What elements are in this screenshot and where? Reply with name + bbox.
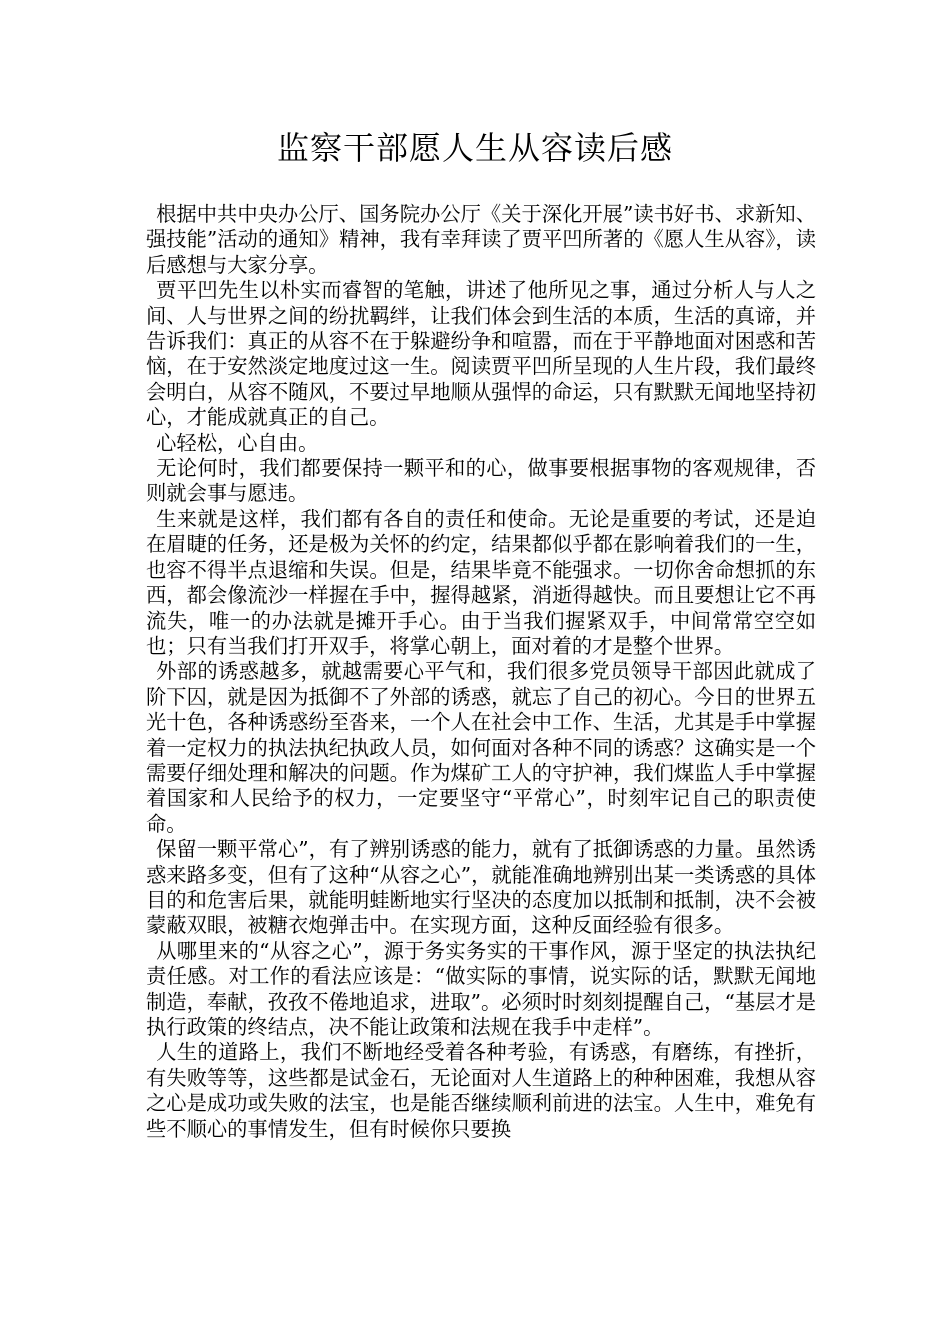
paragraph-4: 无论何时，我们都要保持一颗平和的心，做事要根据事物的客观规律，否则就会事与愿违。 [146, 456, 816, 506]
paragraph-9: 人生的道路上，我们不断地经受着各种考验，有诱惑，有磨练，有挫折，有失败等等，这些都是试金石，无论面对人生道路上的种种困难，我想从容之心是成功或失败的法宝，也是能否继续顺利前进的法宝。人生中，难免有些不顺心的事情发生，但有时候你只要换 [146, 1040, 816, 1141]
document-title: 监察干部愿人生从容读后感 [276, 129, 673, 167]
paragraph-6: 外部的诱惑越多，就越需要心平气和，我们很多党员领导干部因此就成了阶下囚，就是因为抵御不了外部的诱惑，就忘了自己的初心。今日的世界五光十色，各种诱惑纷至沓来，一个人在社会中工作、生活，尤其是手中掌握着一定权力的执法执纪执政人员，如何面对各种不同的诱惑？这确实是一个需要仔细处理和解决的问题。作为煤矿工人的守护神，我们煤监人手中掌握着国家和人民给予的权力，一定要坚守“平常心”，时刻牢记自己的职责使命。 [146, 659, 816, 836]
paragraph-1: 根据中共中央办公厅、国务院办公厅《关于深化开展”读书好书、求新知、强技能”活动的通知》精神，我有幸拜读了贾平凹所著的《愿人生从容》，读后感想与大家分享。 [146, 202, 816, 277]
paragraph-7: 保留一颗平常心”，有了辨别诱惑的能力，就有了抵御诱惑的力量。虽然诱惑来路多变，但有了这种“从容之心”，就能准确地辨别出某一类诱惑的具体目的和危害后果，就能明蛙断地实行坚决的态度加以抵制和抵制，决不会被蒙蔽双眼，被糖衣炮弹击中。在实现方面，这种反面经验有很多。 [146, 837, 816, 938]
document-body [146, 202, 816, 1142]
paragraph-3: 心轻松，心自由。 [156, 430, 319, 455]
paragraph-2: 贾平凹先生以朴实而睿智的笔触，讲述了他所见之事，通过分析人与人之间、人与世界之间的纷扰羁绊，让我们体会到生活的本质，生活的真谛，并告诉我们：真正的从容不在于躲避纷争和喧嚣，而在于平静地面对困惑和苦恼，在于安然淡定地度过这一生。阅读贾平凹所呈现的人生片段，我们最终会明白，从容不随风，不要过早地顺从强悍的命运，只有默默无闻地坚持初心，才能成就真正的自己。 [146, 278, 816, 430]
paragraph-8: 从哪里来的“从容之心”，源于务实务实的干事作风，源于坚定的执法执纪责任感。对工作的看法应该是：“做实际的事情，说实际的话，默默无闻地制造，奉献，孜孜不倦地追求，进取”。必须时时刻刻提醒自己，“基层才是执行政策的终结点，决不能让政策和法规在我手中走样”。 [146, 938, 816, 1039]
paragraph-5: 生来就是这样，我们都有各自的责任和使命。无论是重要的考试，还是迫在眉睫的任务，还是极为关怀的约定，结果都似乎都在影响着我们的一生，也容不得半点退缩和失误。但是，结果毕竟不能强求。一切你舍命想抓的东西，都会像流沙一样握在手中，握得越紧，消逝得越快。而且要想让它不再流失，唯一的办法就是摊开手心。由于当我们握紧双手，中间常常空空如也；只有当我们打开双手，将掌心朝上，面对着的才是整个世界。 [146, 506, 816, 658]
